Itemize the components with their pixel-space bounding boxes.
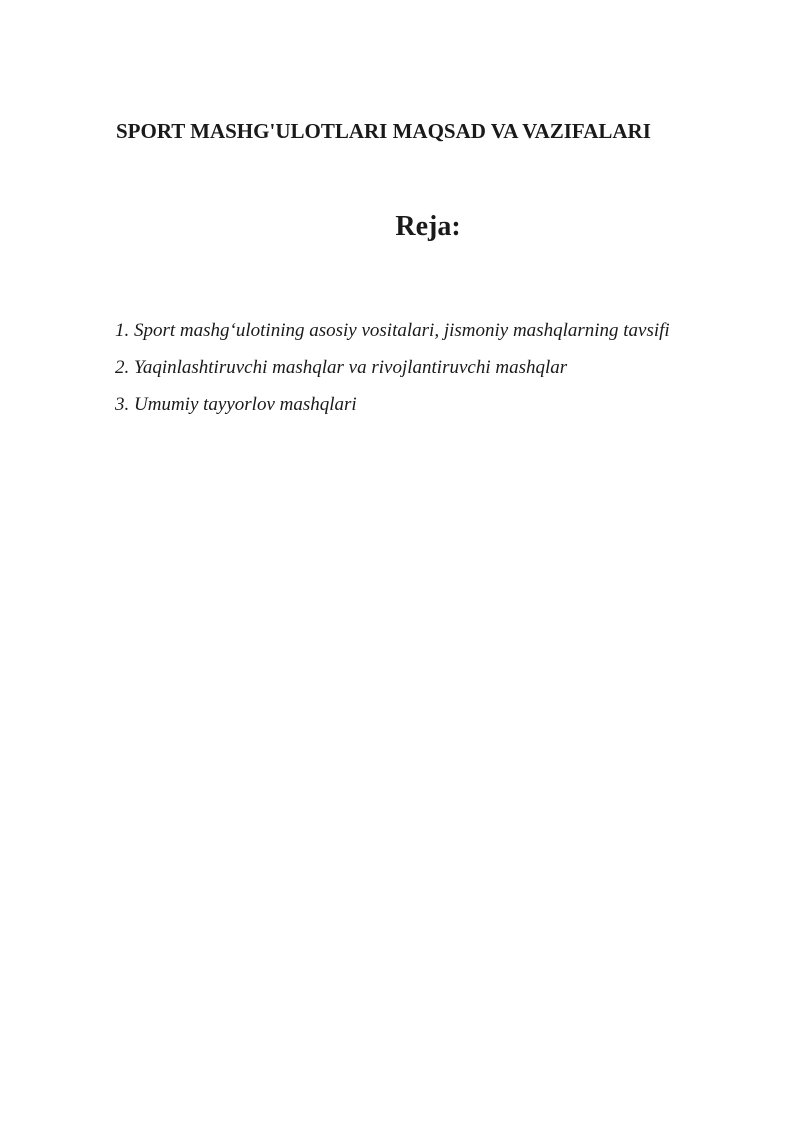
- plan-list: [115, 312, 715, 423]
- document-title: SPORT MASHG'ULOTLARI MAQSAD VA VAZIFALARI: [116, 119, 651, 143]
- plan-heading: Reja:: [395, 211, 461, 242]
- plan-item-2: 2. Yaqinlashtiruvchi mashqlar va rivojlantiruvchi mashqlar: [115, 357, 568, 378]
- plan-item-3: 3. Umumiy tayyorlov mashqlari: [115, 394, 357, 415]
- plan-item-1: 1. Sport mashg‘ulotining asosiy vositalari, jismoniy mashqlarning tavsifi: [115, 320, 670, 341]
